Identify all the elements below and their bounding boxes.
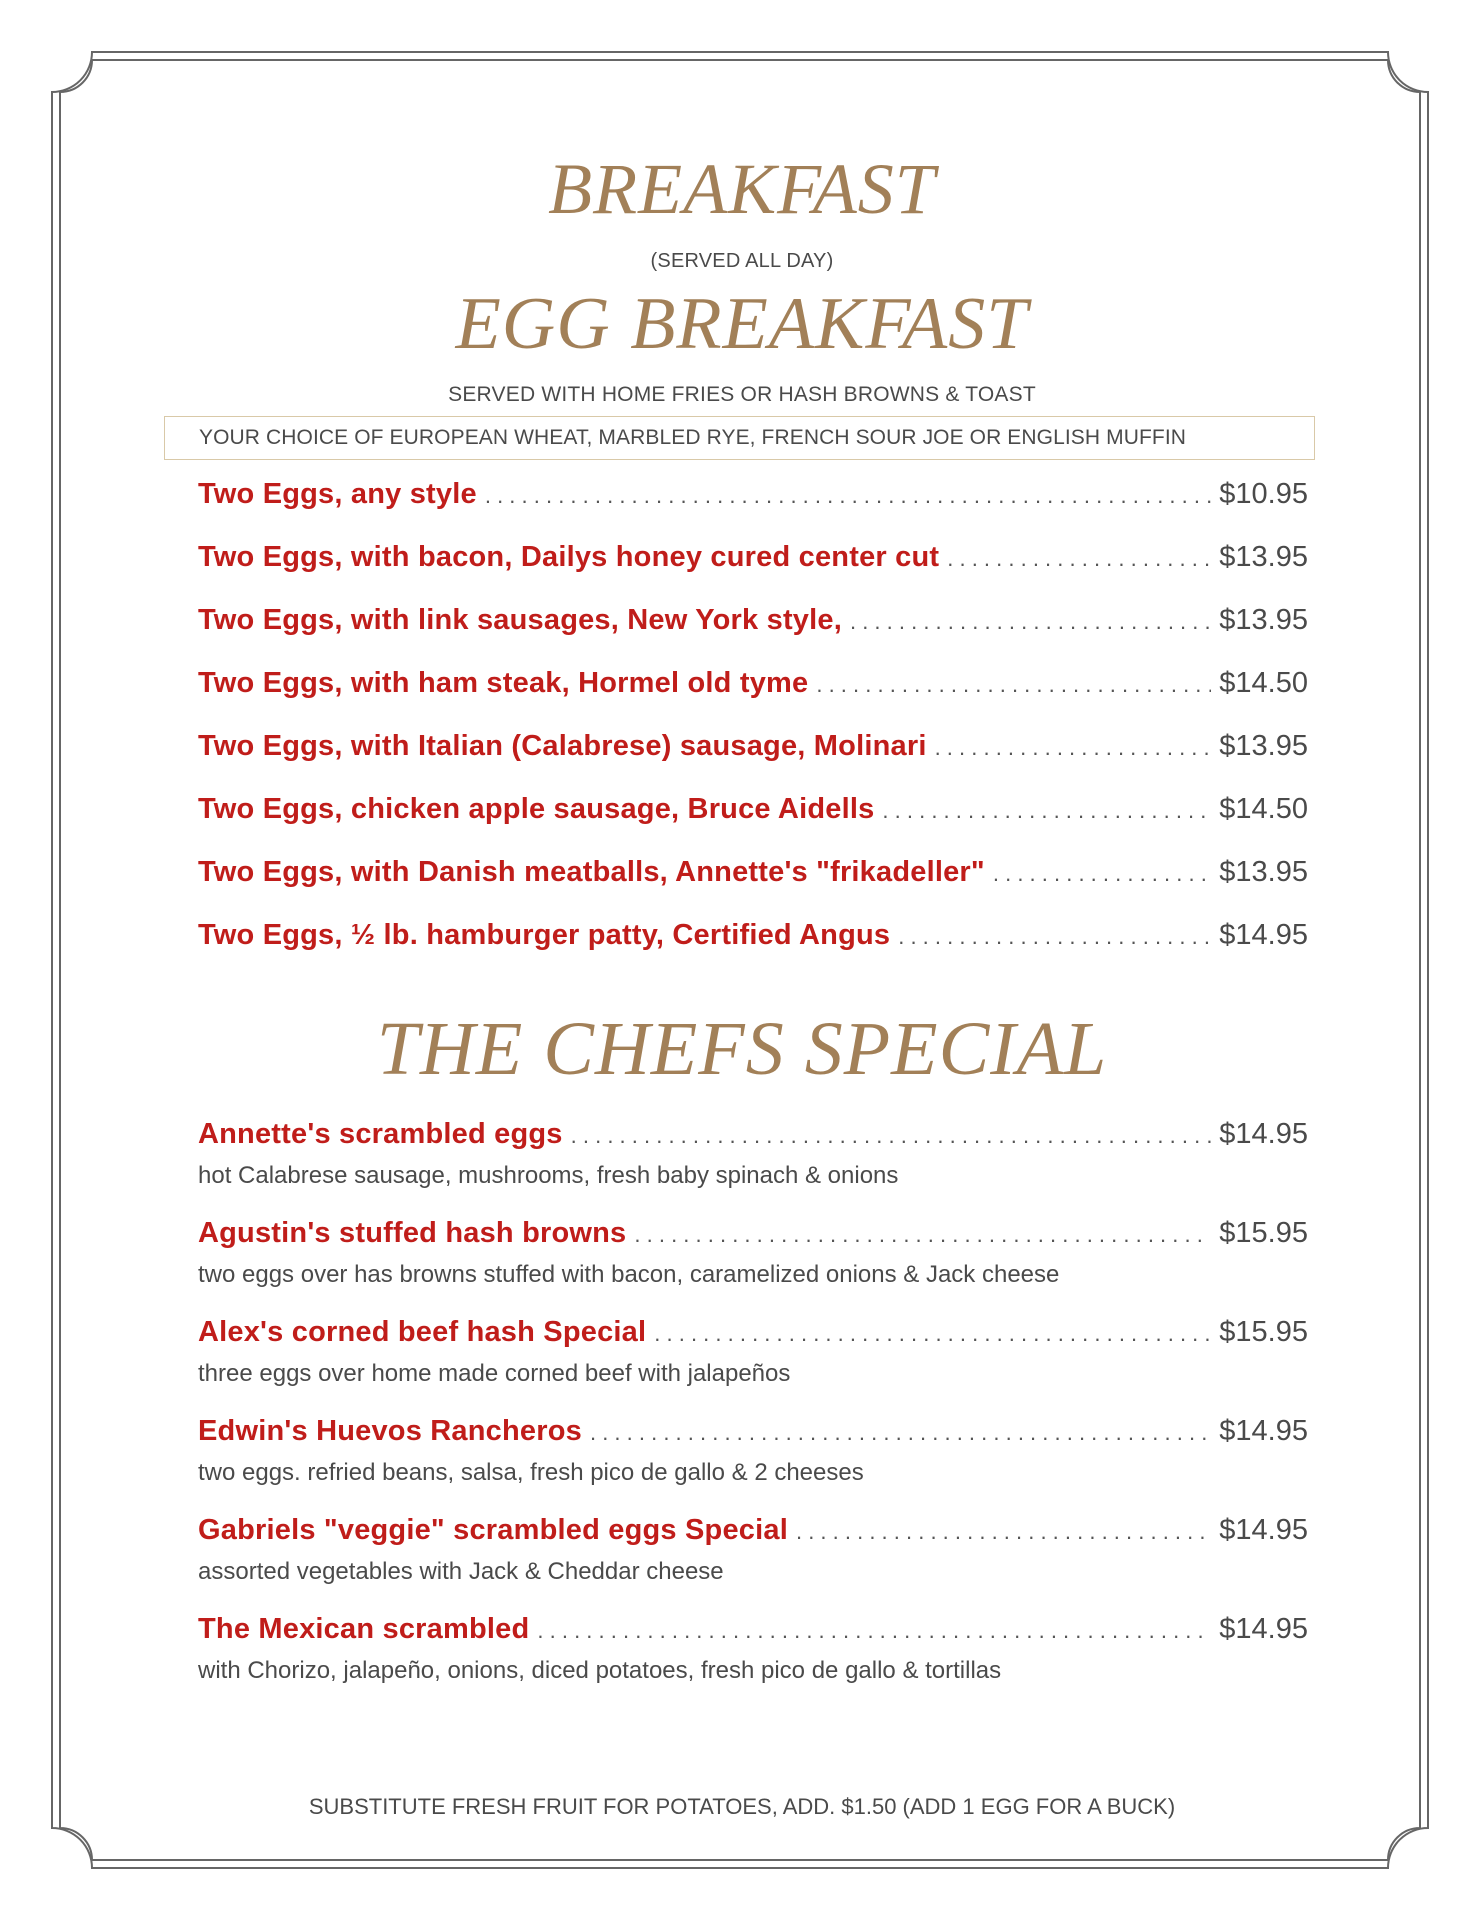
menu-item [198, 919, 1308, 952]
special-item [198, 1415, 1308, 1448]
special-item-name: Annette's scrambled eggs [198, 1118, 563, 1150]
dot-leader [816, 672, 1211, 698]
menu-item-name: Two Eggs, with link sausages, New York style, [198, 604, 842, 636]
menu-item-name: Two Eggs, with Danish meatballs, Annette's "frikadeller" [198, 856, 985, 888]
special-item-name: Agustin's stuffed hash browns [198, 1217, 627, 1249]
special-item-price: $14.95 [1219, 1613, 1308, 1645]
substitution-note: SUBSTITUTE FRESH FRUIT FOR POTATOES, ADD. $1.50 (ADD 1 EGG FOR A BUCK) [308, 1794, 1176, 1819]
menu-item-price: $13.95 [1219, 856, 1308, 888]
special-item-price: $14.95 [1219, 1514, 1308, 1546]
dot-leader [898, 924, 1211, 950]
special-item-description: two eggs. refried beans, salsa, fresh pico de gallo & 2 cheeses [198, 1459, 864, 1486]
menu-item-price: $13.95 [1219, 730, 1308, 762]
special-item-name: The Mexican scrambled [198, 1613, 530, 1645]
menu-item [198, 604, 1308, 637]
special-item-description: assorted vegetables with Jack & Cheddar cheese [198, 1558, 724, 1585]
special-item [198, 1118, 1308, 1151]
menu-item-name: Two Eggs, any style [198, 478, 477, 510]
dot-leader [590, 1420, 1211, 1446]
menu-item-price: $13.95 [1219, 604, 1308, 636]
menu-item-price: $10.95 [1219, 478, 1308, 510]
special-item-name: Gabriels "veggie" scrambled eggs Special [198, 1514, 788, 1546]
dot-leader [850, 609, 1211, 635]
menu-item [198, 478, 1308, 511]
menu-item-name: Two Eggs, with bacon, Dailys honey cured center cut [198, 541, 940, 573]
dot-leader [796, 1519, 1211, 1545]
dot-leader [571, 1123, 1212, 1149]
special-item [198, 1316, 1308, 1349]
menu-item [198, 793, 1308, 826]
chefs-special-heading: THE CHEFS SPECIAL [376, 1007, 1108, 1091]
menu-item-price: $14.50 [1219, 793, 1308, 825]
special-item [198, 1514, 1308, 1547]
special-item-description: with Chorizo, jalapeño, onions, diced potatoes, fresh pico de gallo & tortillas [198, 1657, 1002, 1684]
menu-item [198, 667, 1308, 700]
dot-leader [947, 546, 1211, 572]
menu-item [198, 730, 1308, 763]
menu-item-name: Two Eggs, with Italian (Calabrese) sausage, Molinari [198, 730, 927, 762]
menu-item-name: Two Eggs, ½ lb. hamburger patty, Certified Angus [198, 919, 891, 951]
special-item [198, 1217, 1308, 1250]
dot-leader [882, 798, 1211, 824]
egg-breakfast-heading: EGG BREAKFAST [455, 283, 1029, 365]
dot-leader [993, 861, 1211, 887]
special-item-price: $14.95 [1219, 1118, 1308, 1150]
special-item-price: $14.95 [1219, 1415, 1308, 1447]
menu-item-price: $14.50 [1219, 667, 1308, 699]
special-item-description: hot Calabrese sausage, mushrooms, fresh baby spinach & onions [198, 1162, 899, 1189]
special-item-description: three eggs over home made corned beef with jalapeños [198, 1360, 791, 1387]
menu-item-price: $13.95 [1219, 541, 1308, 573]
dot-leader [634, 1222, 1211, 1248]
dot-leader [654, 1321, 1211, 1347]
special-item [198, 1613, 1308, 1646]
dot-leader [537, 1618, 1211, 1644]
bread-choice-box: YOUR CHOICE OF EUROPEAN WHEAT, MARBLED RYE, FRENCH SOUR JOE OR ENGLISH MUFFIN [164, 416, 1315, 460]
menu-title: BREAKFAST [548, 149, 936, 229]
menu-item-price: $14.95 [1219, 919, 1308, 951]
dot-leader [935, 735, 1212, 761]
special-item-price: $15.95 [1219, 1217, 1308, 1249]
menu-item [198, 856, 1308, 889]
special-item-description: two eggs over has browns stuffed with bacon, caramelized onions & Jack cheese [198, 1261, 1060, 1288]
served-all-day-note: (SERVED ALL DAY) [650, 250, 834, 272]
special-item-name: Alex's corned beef hash Special [198, 1316, 647, 1348]
special-item-price: $15.95 [1219, 1316, 1308, 1348]
dot-leader [485, 483, 1211, 509]
special-item-name: Edwin's Huevos Rancheros [198, 1415, 582, 1447]
menu-item-name: Two Eggs, chicken apple sausage, Bruce Aidells [198, 793, 875, 825]
menu-item-name: Two Eggs, with ham steak, Hormel old tyme [198, 667, 809, 699]
served-with-note: SERVED WITH HOME FRIES OR HASH BROWNS & TOAST [448, 383, 1036, 406]
menu-item [198, 541, 1308, 574]
